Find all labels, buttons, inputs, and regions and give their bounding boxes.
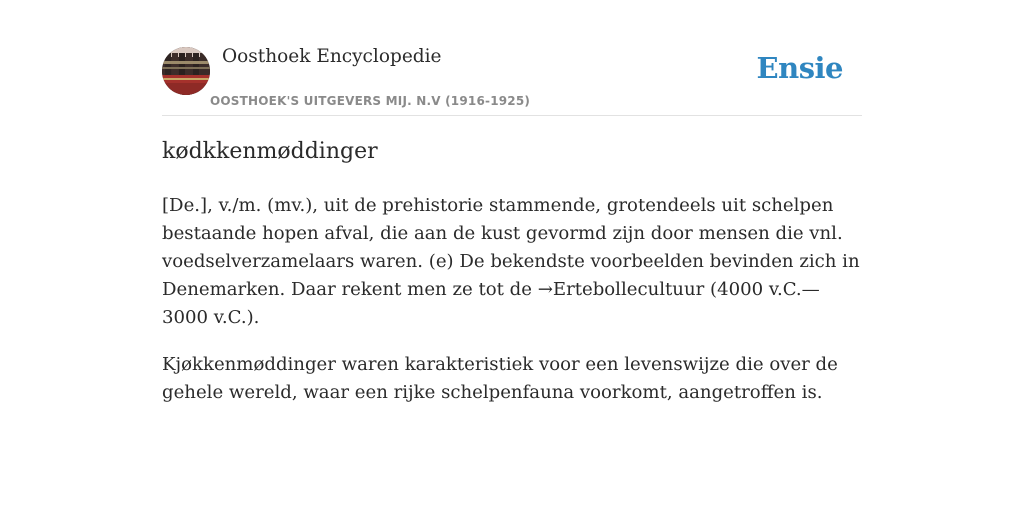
- page: [162, 0, 862, 512]
- source-subtitle: OOSTHOEK'S UITGEVERS MIJ. N.V (1916-1925): [210, 94, 531, 108]
- source-title-link[interactable]: Oosthoek Encyclopedie: [222, 46, 442, 67]
- entry-title: kødkkenmøddinger: [162, 139, 378, 164]
- arrow-right-icon: →: [537, 279, 553, 300]
- entry-body: [162, 192, 862, 426]
- source-avatar[interactable]: [162, 47, 210, 95]
- crossref-link[interactable]: [538, 279, 705, 300]
- entry-paragraph: Kjøkkenmøddinger waren karakteristiek voor een levenswijze die over de gehele wereld, waar een rijke schelpenfauna voorkomt, aangetroffen is.: [162, 354, 838, 403]
- crossref-label: Ertebollecultuur: [552, 279, 705, 300]
- source-header: [162, 0, 862, 116]
- paragraph-text: (4000 v.C.—3000 v.C.).: [162, 279, 820, 328]
- brand-logo[interactable]: Ensie: [756, 51, 843, 85]
- paragraph-text: [De.], v./m. (mv.), uit de prehistorie stammende, grotendeels uit schelpen bestaande hopen afval, die aan de kust gevormd zijn door mensen die vnl. voedselverzamelaars waren. (e) De bekendste voorbeelden bevinden zich in Denemarken. Daar rekent men ze tot de: [162, 195, 860, 300]
- entry-paragraph: [162, 192, 862, 332]
- book-spines-icon: [162, 47, 210, 95]
